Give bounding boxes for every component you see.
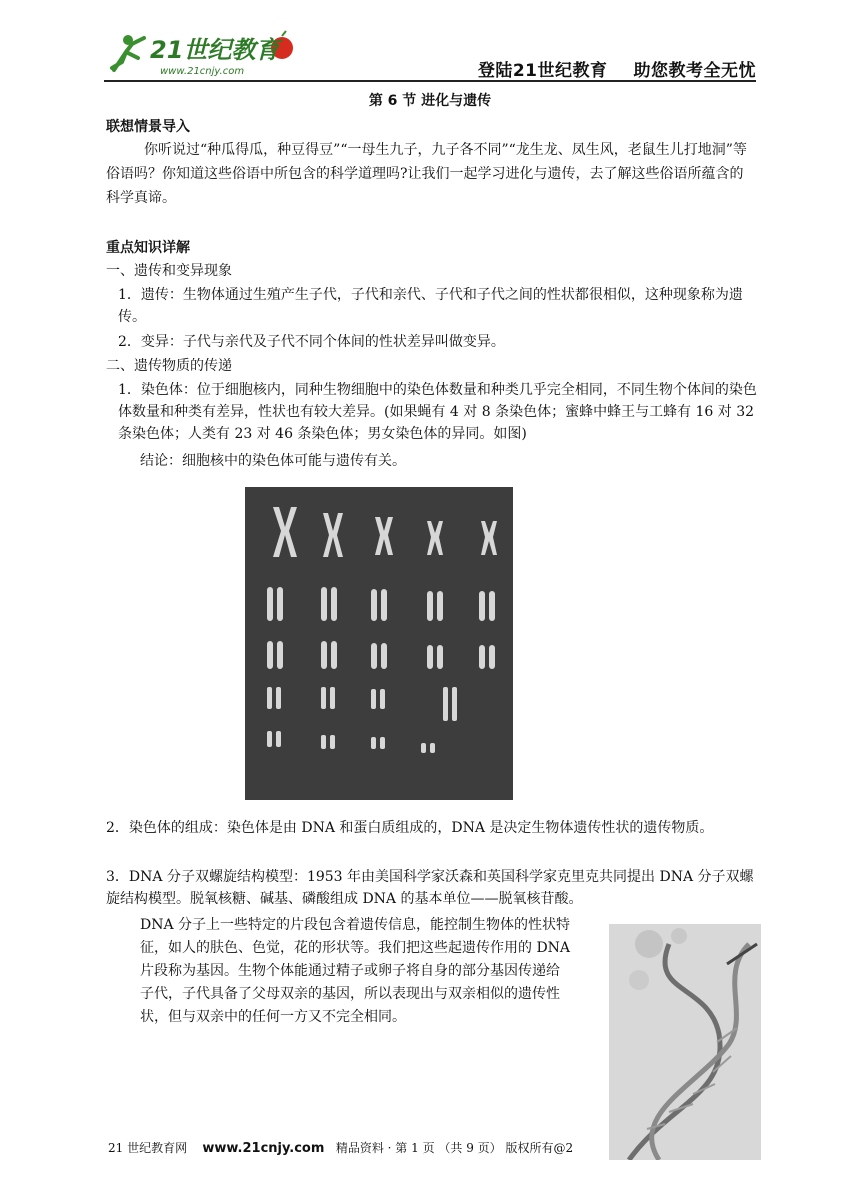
slogan-right: 助您教考全无忧: [633, 61, 756, 81]
karyotype-image: [245, 487, 513, 800]
subheading-2: 二、遗传物质的传递: [106, 358, 232, 374]
svg-text:21世纪教育: 21世纪教育: [150, 36, 280, 64]
page-title: 第 6 节 进化与遗传: [368, 93, 492, 109]
section-heading-intro: 联想情景导入: [106, 119, 190, 135]
dna-helix-image: [609, 924, 761, 1160]
intro-paragraph: 你听说过“种瓜得瓜，种豆得豆”“一母生九子，九子各不同”“龙生龙、凤生风，老鼠生儿打地洞”等俗语吗？你知道这些俗语中所包含的科学道理吗?让我们一起学习进化与遗传，去了解这些俗语所蕴含的科学真谛。: [106, 142, 747, 206]
slogan-left: 登陆21世纪教育: [477, 61, 608, 81]
item-dna-model: 3．DNA 分子双螺旋结构模型：1953 年由美国科学家沃森和英国科学家克里克共同提出 DNA 分子双螺旋结构模型。脱氧核糖、碱基、磷酸组成 DNA 的基本单位——脱氧核苷酸。: [106, 869, 754, 907]
footer-url[interactable]: www.21cnjy.com: [202, 1141, 325, 1156]
footer-info: 精品资料 · 第 1 页 （共 9 页） 版权所有@2: [335, 1141, 574, 1155]
site-logo: [104, 30, 304, 80]
svg-text:www.21cnjy.com: www.21cnjy.com: [160, 66, 245, 77]
page-header: [104, 28, 756, 82]
item-chromosome-composition: 2．染色体的组成：染色体是由 DNA 和蛋白质组成的，DNA 是决定生物体遗传性状的遗传物质。: [106, 820, 714, 836]
item-heredity: 1．遗传：生物体通过生殖产生子代，子代和亲代、子代和子代之间的性状都很相似，这种现象称为遗传。: [118, 287, 743, 325]
item-chromosome: 1．染色体：位于细胞核内，同种生物细胞中的染色体数量和种类几乎完全相同，不同生物个体间的染色体数量和种类有差异，性状也有较大差异。(如果蝇有 4 对 8 条染色体；蜜蜂中蜂王与工蜂有 16 对 32 条染色体；人类有 23 对 46 条染色体；男女染色体的异同。如图): [118, 382, 757, 442]
header-slogan: [452, 56, 756, 81]
header-rule: [104, 80, 756, 82]
page-footer: [108, 1139, 608, 1156]
item-variation: 2．变异：子代与亲代及子代不同个体间的性状差异叫做变异。: [118, 334, 505, 350]
gene-paragraph: DNA 分子上一些特定的片段包含着遗传信息，能控制生物体的性状特征，如人的肤色、色觉，花的形状等。我们把这些起遗传作用的 DNA 片段称为基因。生物个体能通过精子或卵子将自身的部分基因传递给子代，子代具备了父母双亲的基因，所以表现出与双亲相似的遗传性状，但与双亲中的任何一方又不完全相同。: [140, 917, 571, 1025]
footer-site: 21 世纪教育网: [108, 1141, 188, 1155]
conclusion-text: 结论：细胞核中的染色体可能与遗传有关。: [140, 453, 406, 469]
section-heading-key: 重点知识详解: [106, 240, 190, 256]
subheading-1: 一、遗传和变异现象: [106, 263, 232, 279]
